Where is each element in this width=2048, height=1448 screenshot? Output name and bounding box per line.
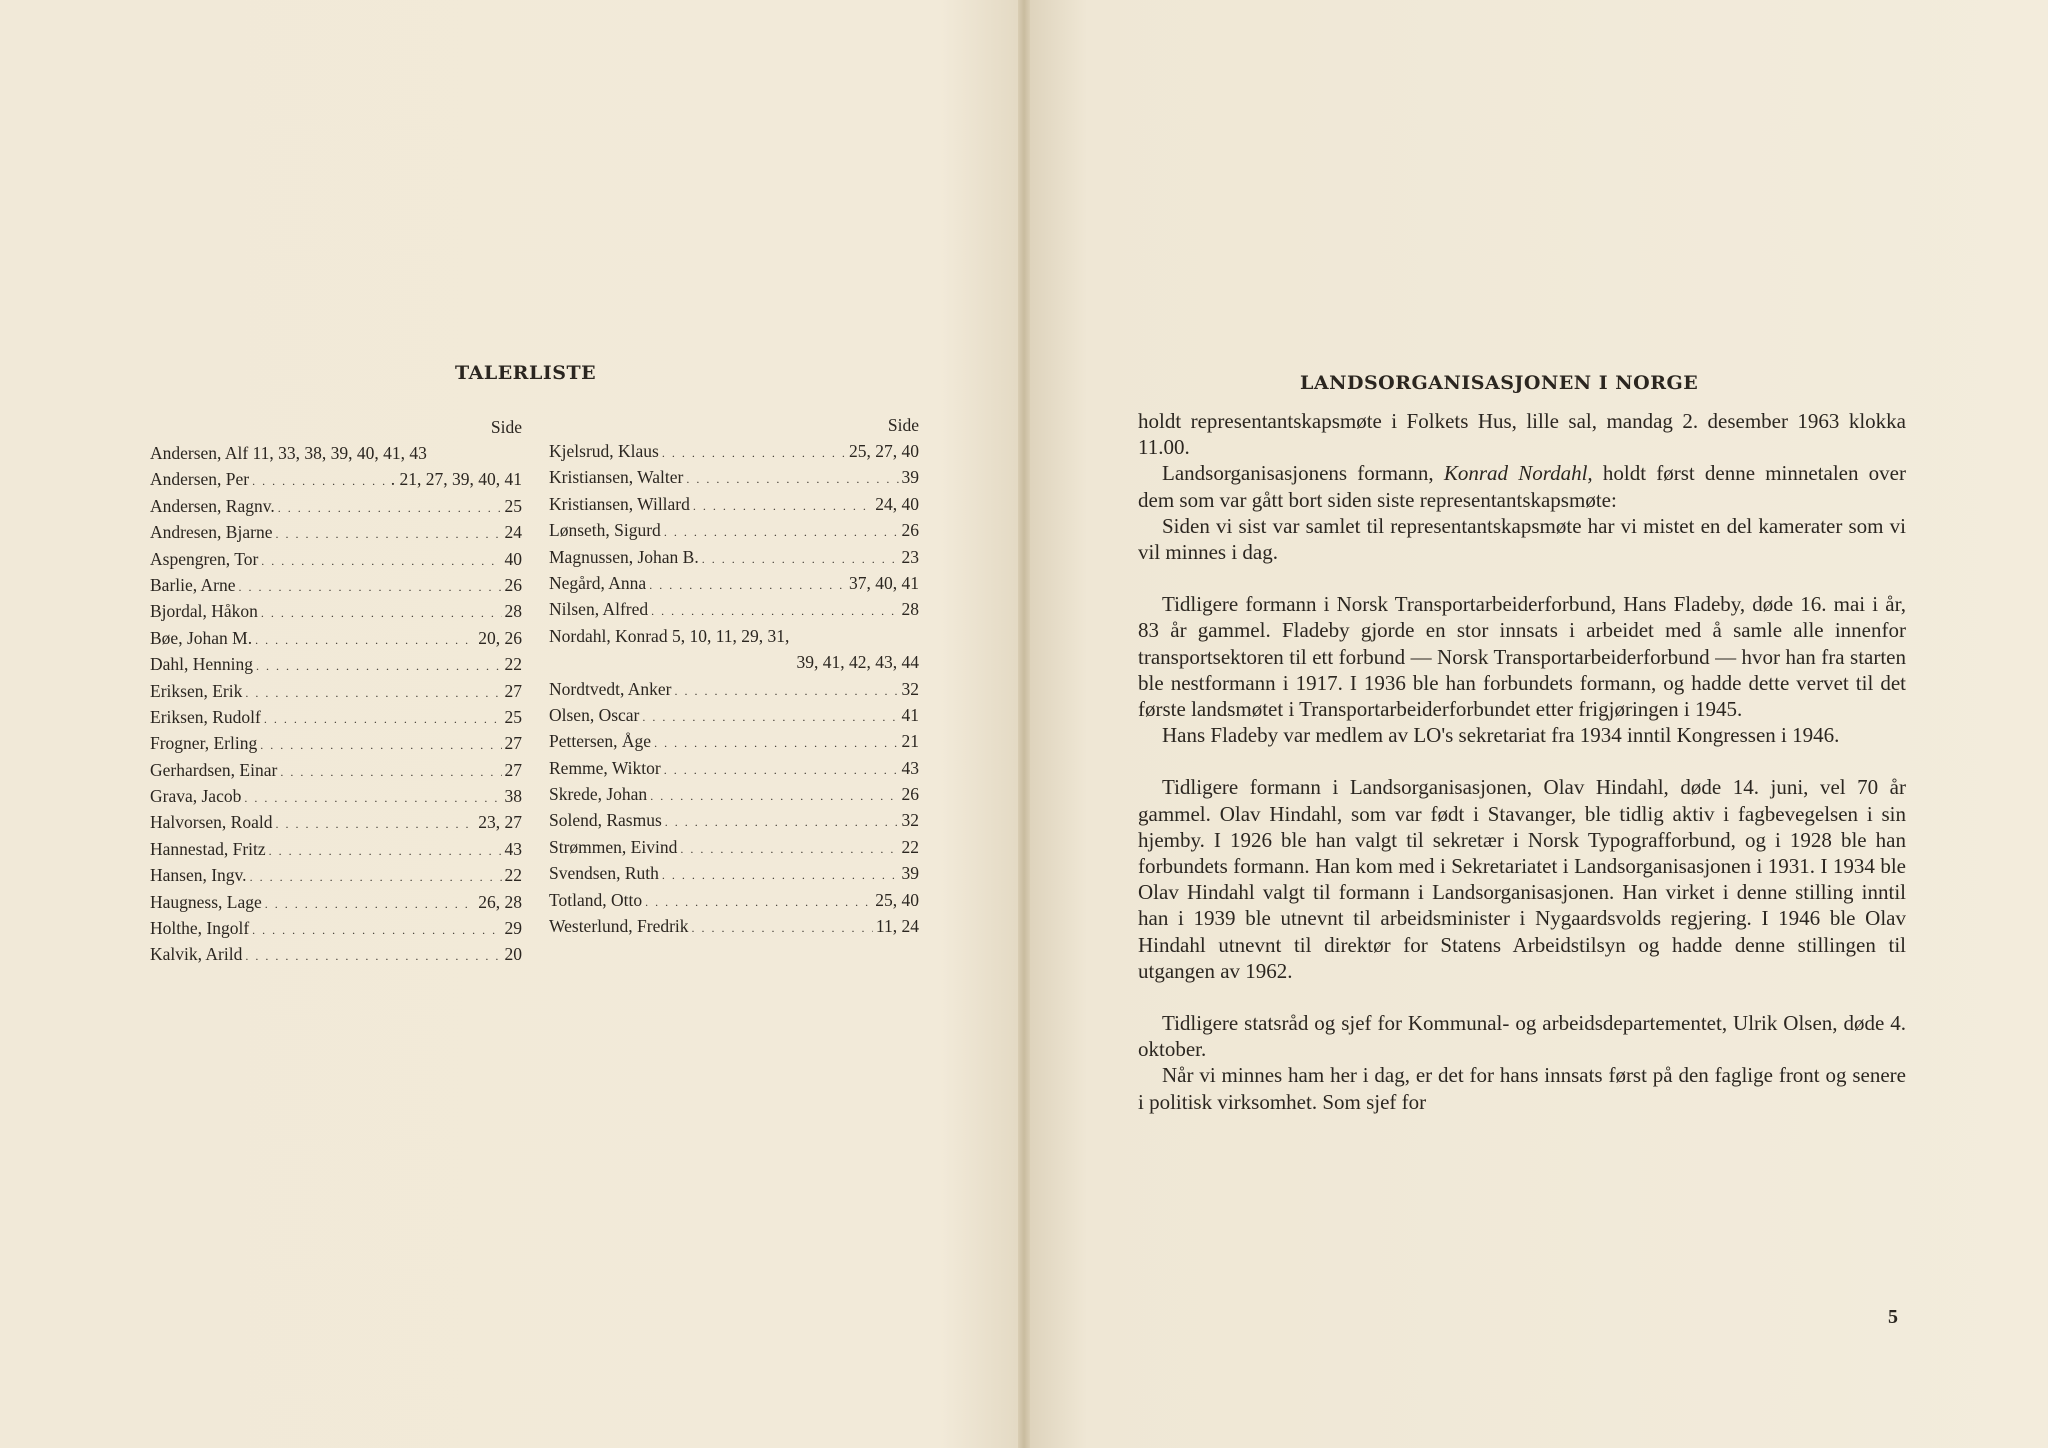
- page-references: 29: [504, 918, 522, 939]
- leader-dots: [693, 493, 872, 519]
- leader-dots: [686, 466, 898, 492]
- index-entry: [150, 625, 522, 651]
- leader-dots: [664, 519, 899, 545]
- speaker-name: Aspengren, Tor: [150, 548, 259, 569]
- speaker-name-italic: Konrad Nordahl,: [1443, 461, 1593, 486]
- index-entry: [549, 544, 919, 570]
- leader-dots: [260, 732, 501, 758]
- article-paragraph: Hans Fladeby var medlem av LO's sekretariat fra 1934 inntil Kongressen i 1946.: [1162, 723, 1840, 748]
- speaker-name: Holthe, Ingolf: [150, 918, 250, 939]
- page-references: 25, 27, 40: [849, 441, 919, 461]
- speaker-name: Bøe, Johan M.: [150, 627, 253, 648]
- index-entry: [150, 440, 522, 466]
- leader-dots: [665, 809, 899, 835]
- page-references: 32: [901, 678, 919, 699]
- speaker-name: Kristiansen, Willard: [549, 493, 690, 514]
- index-entry: [150, 836, 522, 862]
- index-entry: [549, 491, 919, 517]
- speaker-name: Eriksen, Erik: [150, 680, 243, 701]
- index-entry: [150, 572, 522, 598]
- page-references: 26: [901, 784, 919, 805]
- leader-dots: [645, 889, 872, 915]
- index-entry: [549, 517, 919, 543]
- speaker-name: Hansen, Ingv.: [150, 865, 247, 886]
- index-entry: [150, 730, 522, 756]
- index-entry: [549, 887, 919, 913]
- speaker-list-title: TALERLISTE: [455, 362, 597, 384]
- speaker-name: Kalvik, Arild: [150, 944, 243, 965]
- index-entry: [150, 704, 522, 730]
- index-entry: [549, 755, 919, 781]
- index-entry: [549, 596, 919, 622]
- speaker-name: Negård, Anna: [549, 572, 647, 593]
- page-references: 27: [504, 733, 522, 754]
- page-references: 41: [901, 704, 919, 725]
- leader-dots: [275, 811, 475, 837]
- index-entry: [150, 598, 522, 624]
- index-entry: [150, 809, 522, 835]
- index-entry: [150, 466, 522, 492]
- leader-dots: [250, 864, 502, 890]
- index-entry: [150, 889, 522, 915]
- leader-dots: [650, 783, 898, 809]
- speaker-name: Gerhardsen, Einar: [150, 759, 278, 780]
- page-references: 23: [901, 546, 919, 567]
- leader-dots: [261, 548, 501, 574]
- page-references: 21: [901, 731, 919, 752]
- speaker-name: Solend, Rasmus: [549, 810, 662, 831]
- page-references: 24: [504, 522, 522, 543]
- leader-dots: [642, 704, 898, 730]
- index-entry: [549, 728, 919, 754]
- article-body: [1138, 408, 1906, 1115]
- index-entry: [549, 834, 919, 860]
- leader-dots: [662, 440, 846, 466]
- leader-dots: [662, 862, 899, 888]
- page-references: 22: [901, 836, 919, 857]
- speaker-name: Bjordal, Håkon: [150, 601, 258, 622]
- leader-dots: [278, 495, 502, 521]
- speaker-name: Svendsen, Ruth: [549, 863, 659, 884]
- speaker-name: Dahl, Henning: [150, 654, 254, 675]
- speaker-name: Eriksen, Rudolf: [150, 706, 261, 727]
- leader-dots: [649, 572, 846, 598]
- page-references: 32: [901, 810, 919, 831]
- speaker-name: Pettersen, Åge: [549, 731, 652, 752]
- book-gutter: [1018, 0, 1030, 1448]
- index-entry: [150, 783, 522, 809]
- index-entry: [549, 702, 919, 728]
- page-references: 20, 26: [478, 627, 522, 648]
- page-references: 25, 40: [875, 889, 919, 910]
- speaker-name: Andresen, Bjarne: [150, 522, 273, 543]
- page-references: 20: [504, 944, 522, 965]
- page-references: 22: [504, 865, 522, 886]
- index-entry: [549, 807, 919, 833]
- index-entry: [549, 781, 919, 807]
- article-paragraph: Når vi minnes ham her i dag, er det for hans innsats først på den faglige front og senere i politisk virksomhet. Som sjef for: [1138, 1063, 1906, 1114]
- speaker-name: Andersen, Alf 11, 33, 38, 39, 40, 41, 43: [150, 443, 427, 463]
- leader-dots: [252, 468, 388, 494]
- page-references: 22: [504, 654, 522, 675]
- article-paragraph: Siden vi sist var samlet til representantskapsmøte har vi mistet en del kamerater som vi vil minnes i dag.: [1138, 513, 1906, 565]
- page-references: 23, 27: [478, 812, 522, 833]
- page-references: 28: [901, 599, 919, 620]
- index-entry: [150, 757, 522, 783]
- page-references: . 21, 27, 39, 40, 41: [390, 469, 522, 490]
- speaker-name: Skrede, Johan: [549, 784, 648, 805]
- speaker-list-column-2: [549, 412, 919, 939]
- article-paragraph: Tidligere statsråd og sjef for Kommunal- og arbeidsdepartementet, Ulrik Olsen, døde 4. oktober.: [1138, 1011, 1906, 1062]
- speaker-name: Haugness, Lage: [150, 891, 262, 912]
- leader-dots: [664, 757, 899, 783]
- page-references: 25: [504, 706, 522, 727]
- speaker-name: Totland, Otto: [549, 889, 643, 910]
- leader-dots: [275, 521, 501, 547]
- page-references: 27: [504, 680, 522, 701]
- paragraph-text: holdt først denne minnetalen over dem som var gått bort siden siste representantskapsmøte:: [1138, 461, 1906, 512]
- index-entry: [150, 519, 522, 545]
- article-paragraph: [1138, 460, 1906, 512]
- leader-dots: [674, 678, 898, 704]
- leader-dots: [244, 785, 501, 811]
- paragraph-text: Landsorganisasjonens formann,: [1162, 461, 1444, 486]
- leader-dots: [252, 917, 501, 943]
- index-entry: [549, 438, 919, 464]
- article-paragraph: holdt representantskapsmøte i Folkets Hus, lille sal, mandag 2. desember 1963 klokka 11.00.: [1138, 409, 1906, 460]
- speaker-list-column-1: [150, 414, 522, 968]
- page-references: 25: [504, 495, 522, 516]
- index-entry: [150, 941, 522, 967]
- index-entry: [150, 862, 522, 888]
- speaker-name: Nordtvedt, Anker: [549, 678, 672, 699]
- page-references: 24, 40: [875, 493, 919, 514]
- article-paragraph: Tidligere formann i Norsk Transportarbeiderforbund, Hans Fladeby, døde 16. mai i år, 83 år gammel. Fladeby gjorde en stor innsats i arbeidet med å samle alle innenfor transportsektoren til ett forbund — Norsk Transportarbeiderforbund — hvor han fra starten ble nestformann i 1917. I 1936 ble han forbundets formann, og hadde dette vervet til det første landsmøtet i Transportarbeiderforbundet etter frigjøringen i 1945.: [1138, 592, 1906, 722]
- index-entry: [549, 570, 919, 596]
- index-entry: [150, 915, 522, 941]
- index-entry: [549, 860, 919, 886]
- speaker-name: Strømmen, Eivind: [549, 836, 678, 857]
- speaker-name: Kjelsrud, Klaus: [549, 441, 659, 461]
- article-paragraph: Tidligere formann i Landsorganisasjonen, Olav Hindahl, døde 14. juni, vel 70 år gammel. Olav Hindahl, som var født i Stavanger, ble tidlig aktiv i fagbevegelsen i sin hjemby. I 1926 ble han valgt til sekretær i Norsk Typografforbund, og i 1928 ble han forbundets formann. Han kom med i Sekretariatet i Landsorganisasjonen i 1931. I 1934 ble Olav Hindahl valgt til formann i Landsorganisasjonen. Han virket i denne stilling inntil han i 1939 ble utnevnt til arbeidsminister i Nygaardsvolds regjering. I 1946 ble Olav Hindahl utnevnt til direktør for Statens Arbeidstilsyn og hadde denne stillingen til utgangen av 1962.: [1138, 775, 1906, 983]
- leader-dots: [265, 891, 475, 917]
- page-references: 40: [504, 548, 522, 569]
- leader-dots: [280, 759, 501, 785]
- page-references: 27: [504, 759, 522, 780]
- speaker-name: Halvorsen, Roald: [150, 812, 273, 833]
- leader-dots: [680, 836, 898, 862]
- speaker-name: Olsen, Oscar: [549, 704, 640, 725]
- leader-dots: [264, 706, 502, 732]
- page-references: 43: [504, 838, 522, 859]
- speaker-name: Andersen, Per: [150, 469, 250, 490]
- index-entry: [150, 678, 522, 704]
- article-title: LANDSORGANISASJONEN I NORGE: [1300, 372, 1699, 394]
- leader-dots: [239, 574, 502, 600]
- page-references: 39: [901, 467, 919, 488]
- column-header: Side: [887, 415, 919, 435]
- column-header: Side: [490, 417, 522, 437]
- index-entry: [150, 546, 522, 572]
- leader-dots: [651, 598, 898, 624]
- page-references: 26: [504, 574, 522, 595]
- leader-dots: [255, 627, 475, 653]
- page-references: 28: [504, 601, 522, 622]
- leader-dots: [692, 915, 873, 941]
- page-references: 26, 28: [478, 891, 522, 912]
- speaker-name: Frogner, Erling: [150, 733, 258, 754]
- index-entry: [549, 623, 919, 649]
- leader-dots: [256, 653, 501, 679]
- speaker-name: Remme, Wiktor: [549, 757, 661, 778]
- speaker-name: Barlie, Arne: [150, 574, 236, 595]
- leader-dots: [702, 546, 899, 572]
- leader-dots: [269, 838, 502, 864]
- speaker-name: Westerlund, Fredrik: [549, 916, 689, 937]
- speaker-name: Andersen, Ragnv.: [150, 495, 275, 516]
- page-references: 37, 40, 41: [849, 572, 919, 593]
- speaker-name: Grava, Jacob: [150, 786, 242, 807]
- page-references: 39: [901, 863, 919, 884]
- index-entry-continuation: 39, 41, 42, 43, 44: [796, 652, 919, 673]
- leader-dots: [245, 943, 501, 969]
- speaker-name: Hannestad, Fritz: [150, 838, 266, 859]
- speaker-name: Lønseth, Sigurd: [549, 520, 661, 541]
- page-references: 38: [504, 786, 522, 807]
- page-references: 26: [901, 520, 919, 541]
- index-entry: [549, 464, 919, 490]
- index-entry: [150, 651, 522, 677]
- leader-dots: [245, 680, 501, 706]
- leader-dots: [261, 600, 502, 626]
- speaker-name: Magnussen, Johan B.: [549, 546, 699, 567]
- index-entry: [549, 913, 919, 939]
- index-entry: [150, 493, 522, 519]
- page-references: 43: [901, 757, 919, 778]
- page-number: 5: [1888, 1306, 1898, 1328]
- index-entry: [549, 676, 919, 702]
- page-references: 11, 24: [875, 916, 919, 937]
- leader-dots: [654, 730, 898, 756]
- speaker-name: Nordahl, Konrad 5, 10, 11, 29, 31,: [549, 625, 790, 646]
- speaker-name: Kristiansen, Walter: [549, 467, 684, 488]
- speaker-name: Nilsen, Alfred: [549, 599, 649, 620]
